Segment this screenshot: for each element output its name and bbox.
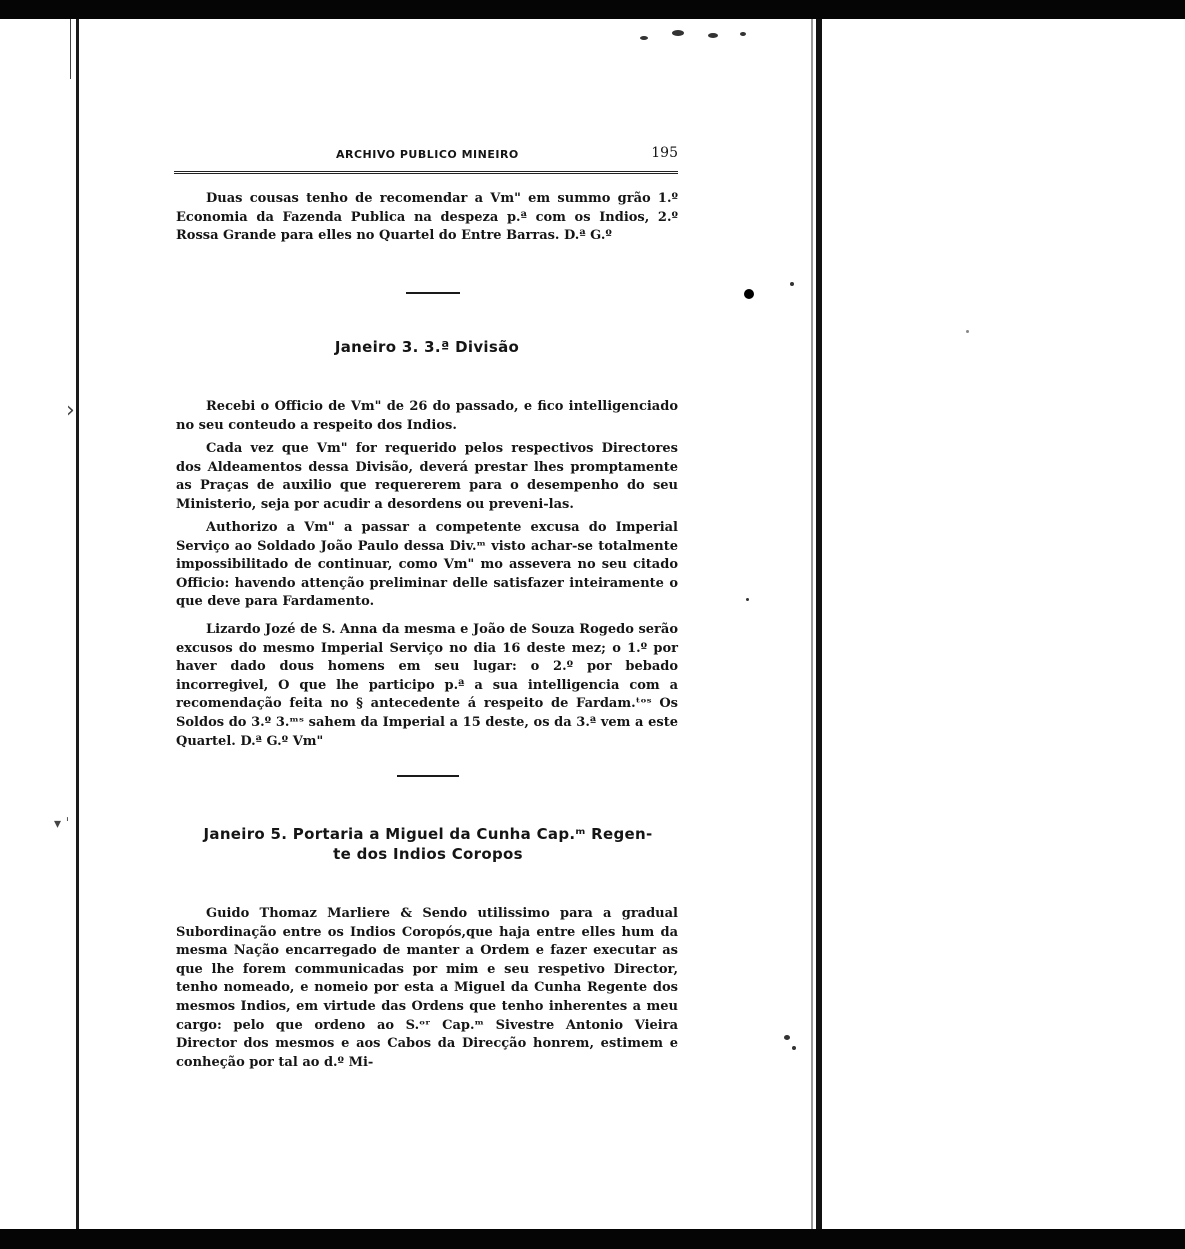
scan-top-border (0, 0, 1185, 19)
speck (672, 30, 684, 36)
journal-title: ARCHIVO PUBLICO MINEIRO (336, 148, 519, 161)
margin-bracket-mark: › (66, 398, 75, 423)
left-page-edge (76, 19, 79, 1229)
section2-paragraph (176, 905, 678, 1072)
paragraph-text: Guido Thomaz Marliere & Sendo utilissimo para a gradual Subordinação entre os Indios Coropós,que haja entre elles hum da mesma Nação encarregado de manter a Ordem e fazer executar as que lhe forem communicadas por mim e seu respetivo Director, tenho nomeado, e nomeio por esta a Miguel da Cunha Regente dos mesmos Indios, em virtude das Ordens que tenho inherentes a meu cargo: pelo que ordeno ao S.ᵒʳ Cap.ᵐ Sivestre Antonio Vieira Director dos mesmos e aos Cabos da Direcção honrem, estimem e conheção por tal ao d.º Mi- (176, 906, 678, 1070)
left-page-edge-thin (70, 19, 71, 79)
intro-text: Duas cousas tenho de recomendar a Vm" em summo grão 1.º Economia da Fazenda Publica na despeza p.ª com os Indios, 2.º Rossa Grande para elles no Quartel do Entre Barras. D.ª G.º (176, 191, 678, 244)
section1-paragraph-4 (176, 621, 678, 751)
section1-paragraph-3 (176, 519, 678, 612)
paragraph-text: Recebi o Officio de Vm" de 26 do passado, e fico intelligenciado no seu conteudo a respeito dos Indios. (176, 399, 678, 433)
right-page-gutter (811, 19, 813, 1229)
paragraph-text: Cada vez que Vm" for requerido pelos respectivos Directores dos Aldeamentos dessa Divisão, deverá prestar lhes promptamente as Praças de auxilio que requererem para o desempenho do seu Ministerio, seja por acudir a desordens ou preveni-las. (176, 441, 678, 512)
margin-tick-mark: ▾ ˈ (54, 816, 70, 832)
scan-bottom-border (0, 1229, 1185, 1249)
page-number: 195 (651, 145, 678, 161)
section1-paragraph-1 (176, 398, 678, 435)
paragraph-text: Authorizo a Vm" a passar a competente excusa do Imperial Serviço ao Soldado João Paulo dessa Div.ᵐ visto achar-se totalmente impossibilitado de continuar, como Vm" mo assevera no seu citado Officio: havendo attenção preliminar delle satisfazer inteiramente o que deve para Fardamento. (176, 520, 678, 610)
ink-blot (744, 289, 754, 299)
section-heading-janeiro-3: Janeiro 3. 3.ª Divisão (334, 338, 520, 356)
speck (792, 1046, 796, 1050)
heading-line-2: te dos Indios Coropos (333, 845, 523, 863)
speck (966, 330, 969, 333)
speck (746, 598, 749, 601)
paragraph-text: Lizardo Jozé de S. Anna da mesma e João de Souza Rogedo serão excusos do mesmo Imperial Serviço no dia 16 deste mez; o 1.º por haver dado dous homens em seu lugar: o 2.º por bebado incorregivel, O que lhe participo p.ª a sua intelligencia com a recomendação feita no § antecedente á respeito de Fardam.ᵗᵒˢ Os Soldos do 3.º 3.ᵐˢ sahem da Imperial a 15 deste, os da 3.ª vem a este Quartel. D.ª G.º Vm" (176, 622, 678, 749)
right-page-edge (816, 19, 822, 1229)
section-heading-janeiro-5 (172, 824, 684, 864)
section-divider (397, 775, 459, 777)
speck (708, 33, 718, 38)
section-divider (406, 292, 460, 294)
section1-paragraph-2 (176, 440, 678, 514)
speck (790, 282, 794, 286)
intro-paragraph (176, 190, 678, 246)
speck (784, 1035, 790, 1040)
running-header (174, 145, 678, 174)
speck (640, 36, 648, 40)
heading-line-1: Janeiro 5. Portaria a Miguel da Cunha Cap.ᵐ Regen- (203, 825, 653, 843)
speck (740, 32, 746, 36)
